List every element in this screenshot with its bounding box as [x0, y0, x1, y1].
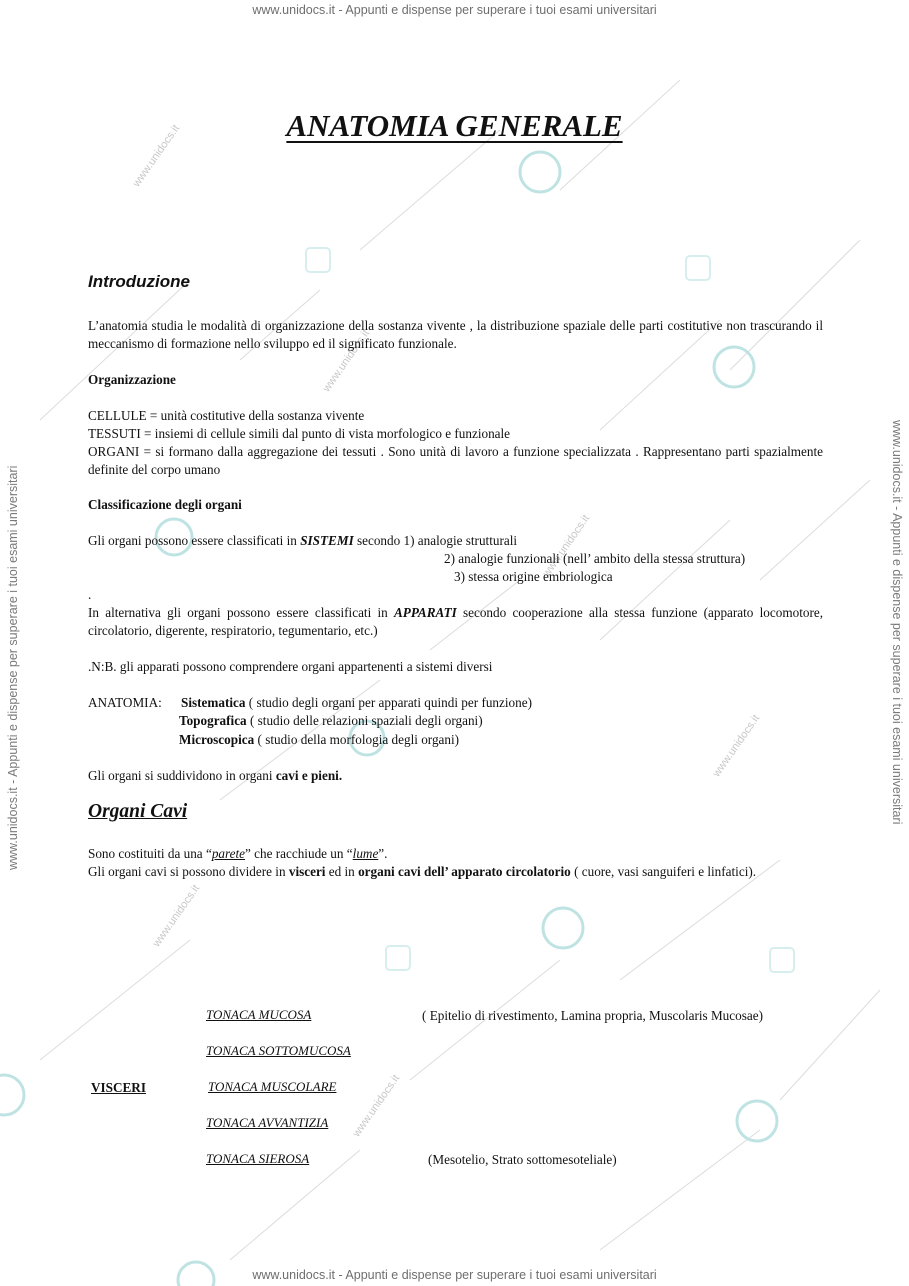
- nb-note: .N:B. gli apparati possono comprendere organi appartenenti a sistemi diversi: [88, 659, 493, 674]
- diagonal-watermark: www.unidocs.it: [710, 712, 763, 780]
- right-side-watermark: www.unidocs.it - Appunti e dispense per superare i tuoi esami universitari: [890, 420, 904, 825]
- diagonal-watermark: www.unidocs.it: [350, 1072, 403, 1140]
- classificazione-heading: Classificazione degli organi: [88, 497, 242, 512]
- separator-dot: .: [88, 587, 92, 602]
- sistemi-criterion-3: 3) stessa origine embriologica: [454, 569, 613, 584]
- left-side-watermark: www.unidocs.it - Appunti e dispense per superare i tuoi esami universitari: [6, 465, 20, 870]
- top-watermark-banner: www.unidocs.it - Appunti e dispense per superare i tuoi esami universitari: [252, 3, 657, 17]
- tonaca-sierosa: TONACA SIEROSA: [206, 1151, 310, 1166]
- tonaca-sierosa-note: (Mesotelio, Strato sottomesoteliale): [428, 1152, 617, 1167]
- sistemi-line: Gli organi possono essere classificati in SISTEMI secondo 1) analogie strutturali: [88, 533, 518, 548]
- organizzazione-heading: Organizzazione: [88, 372, 176, 387]
- organi-definition: ORGANI = si formano dalla aggregazione dei tessuti . Sono unità di lavoro a funzione specializzata . Rappresentano parti spazialmente definite del corpo umano: [88, 444, 823, 477]
- intro-heading: Introduzione: [88, 272, 190, 291]
- diagonal-watermark: www.unidocs.it: [540, 512, 593, 580]
- parete-lume-line: Sono costituiti da una “parete” che racchiude un “lume”.: [88, 846, 388, 861]
- anatomia-label: ANATOMIA:: [88, 695, 162, 710]
- diagonal-watermark: www.unidocs.it: [130, 122, 183, 190]
- anatomia-sistematica: Sistematica ( studio degli organi per apparati quindi per funzione): [181, 695, 532, 710]
- anatomia-topografica: Topografica ( studio delle relazioni spaziali degli organi): [179, 713, 483, 728]
- visceri-label: VISCERI: [91, 1080, 146, 1095]
- tonaca-avvantizia: TONACA AVVANTIZIA: [206, 1115, 329, 1130]
- bottom-watermark-banner: www.unidocs.it - Appunti e dispense per superare i tuoi esami universitari: [252, 1268, 657, 1282]
- page-title: ANATOMIA GENERALE: [286, 108, 623, 143]
- sistemi-criterion-2: 2) analogie funzionali (nell’ ambito della stessa struttura): [444, 551, 746, 566]
- suddivisione-line: Gli organi si suddividono in organi cavi e pieni.: [88, 768, 343, 783]
- organi-cavi-heading: Organi Cavi: [88, 801, 188, 822]
- tessuti-definition: TESSUTI = insiemi di cellule simili dal punto di vista morfologico e funzionale: [88, 426, 511, 441]
- cellule-definition: CELLULE = unità costitutive della sostanza vivente: [88, 408, 365, 423]
- tonaca-muscolare: TONACA MUSCOLARE: [208, 1079, 337, 1094]
- divisione-paragraph: Gli organi cavi si possono dividere in visceri ed in organi cavi dell’ apparato circolatorio ( cuore, vasi sanguiferi e linfatici).: [88, 864, 757, 879]
- anatomia-microscopica: Microscopica ( studio della morfologia degli organi): [179, 732, 460, 747]
- tonaca-mucosa: TONACA MUCOSA: [206, 1007, 312, 1022]
- tonaca-mucosa-note: ( Epitelio di rivestimento, Lamina propria, Muscolaris Mucosae): [422, 1008, 763, 1023]
- apparati-paragraph: In alternativa gli organi possono essere classificati in APPARATI secondo cooperazione alla stessa funzione (apparato locomotore, circolatorio, digerente, respiratorio, tegumentario, etc.): [88, 605, 823, 638]
- intro-paragraph: L’anatomia studia le modalità di organizzazione della sostanza vivente , la distribuzione spaziale delle parti costitutive non trascurando il meccanismo di formazione nello sviluppo ed il significato funzionale.: [88, 318, 823, 351]
- tonaca-sottomucosa: TONACA SOTTOMUCOSA: [206, 1043, 351, 1058]
- diagonal-watermark: www.unidocs.it: [320, 327, 373, 395]
- diagonal-watermark: www.unidocs.it: [150, 882, 203, 950]
